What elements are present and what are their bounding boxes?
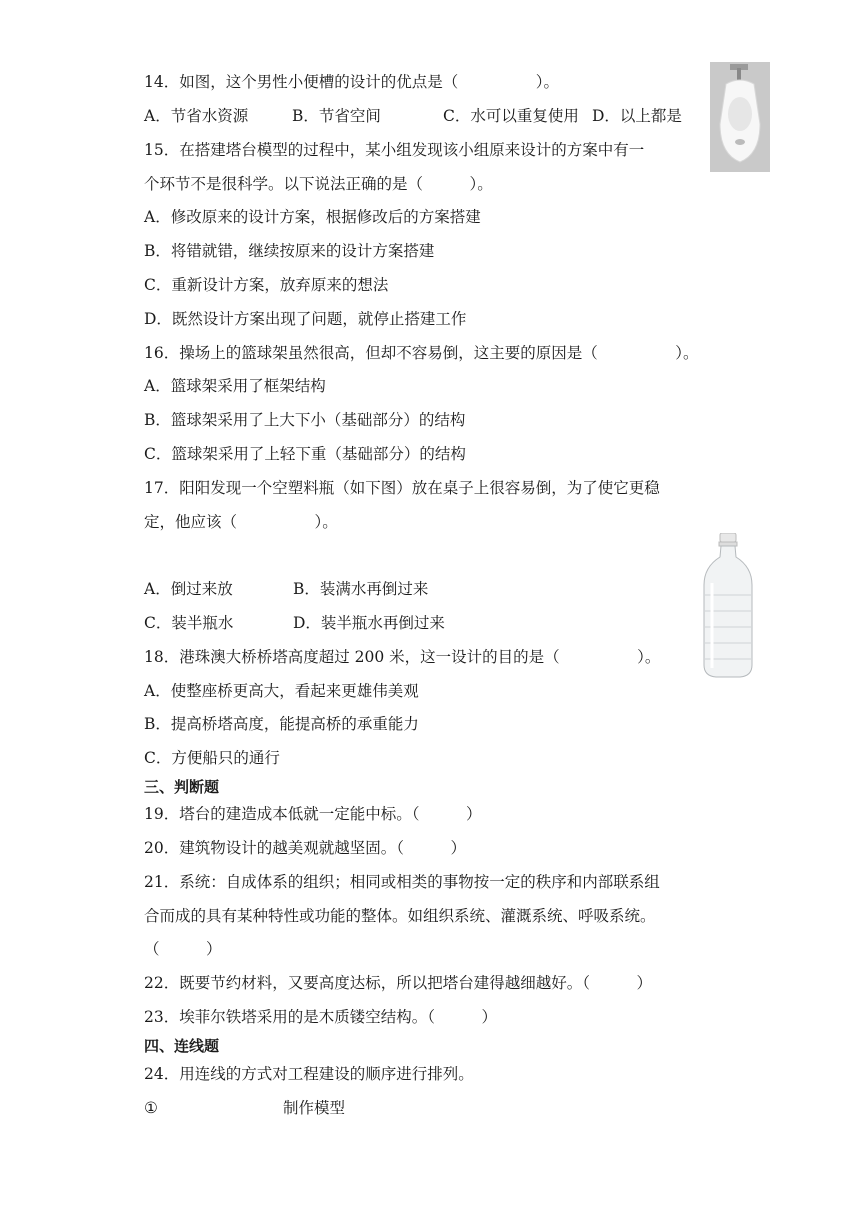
q17-option-b: B．装满水再倒过来	[293, 580, 429, 598]
plastic-bottle-image	[700, 533, 756, 678]
q17-stem-line1: 17．阳阳发现一个空塑料瓶（如下图）放在桌子上很容易倒，为了使它更稳	[144, 479, 660, 497]
q16-stem: 16．操场上的篮球架虽然很高，但却不容易倒，这主要的原因是（ ）。	[144, 344, 699, 362]
q23-text: 23．埃菲尔铁塔采用的是木质镂空结构。（ ）	[144, 1008, 497, 1026]
q21-line1: 21．系统：自成体系的组织；相同或相类的事物按一定的秩序和内部联系组	[144, 873, 660, 891]
q24-stem: 24．用连线的方式对工程建设的顺序进行排列。	[144, 1065, 474, 1083]
q15-stem-line1: 15．在搭建塔台模型的过程中，某小组发现该小组原来设计的方案中有一	[144, 141, 645, 159]
section-heading-judgement: 三、判断题	[144, 778, 220, 796]
q21-line3: （ ）	[144, 940, 222, 958]
q15-stem-line2: 个环节不是很科学。以下说法正确的是（ ）。	[144, 175, 493, 193]
q14-stem: 14．如图，这个男性小便槽的设计的优点是（ ）。	[144, 73, 559, 91]
q14-option-b: B．节省空间	[292, 107, 381, 125]
q18-option-a: A．使整座桥更高大，看起来更雄伟美观	[144, 682, 419, 700]
q24-item-text: 制作模型	[283, 1099, 346, 1117]
q16-option-b: B．篮球架采用了上大下小（基础部分）的结构	[144, 411, 466, 429]
q16-option-c: C．篮球架采用了上轻下重（基础部分）的结构	[144, 445, 466, 463]
section-heading-matching: 四、连线题	[144, 1037, 220, 1055]
q14-option-c: C．水可以重复使用	[443, 107, 579, 125]
q17-stem-line2: 定，他应该（ ）。	[144, 513, 338, 531]
q17-option-d: D．装半瓶水再倒过来	[293, 614, 445, 632]
q17-option-a: A．倒过来放	[144, 580, 233, 598]
q18-option-c: C．方便船只的通行	[144, 749, 280, 767]
q15-option-b: B．将错就错，继续按原来的设计方案搭建	[144, 242, 435, 260]
q22-text: 22．既要节约材料，又要高度达标，所以把塔台建得越细越好。（ ）	[144, 974, 652, 992]
q20-text: 20．建筑物设计的越美观就越坚固。（ ）	[144, 839, 466, 857]
q24-item-number: ①	[144, 1099, 158, 1117]
q21-line2: 合而成的具有某种特性或功能的整体。如组织系统、灌溉系统、呼吸系统。	[144, 907, 656, 925]
q17-option-c: C．装半瓶水	[144, 614, 234, 632]
q16-option-a: A．篮球架采用了框架结构	[144, 377, 326, 395]
q14-option-a: A．节省水资源	[144, 107, 249, 125]
q14-option-d: D．以上都是	[592, 107, 682, 125]
q18-stem: 18．港珠澳大桥桥塔高度超过 200 米，这一设计的目的是（ ）。	[144, 648, 661, 666]
q19-text: 19．塔台的建造成本低就一定能中标。（ ）	[144, 805, 482, 823]
q15-option-d: D．既然设计方案出现了问题，就停止搭建工作	[144, 310, 467, 328]
q15-option-a: A．修改原来的设计方案，根据修改后的方案搭建	[144, 208, 481, 226]
q15-option-c: C．重新设计方案，放弃原来的想法	[144, 276, 389, 294]
q18-option-b: B．提高桥塔高度，能提高桥的承重能力	[144, 715, 419, 733]
urinal-image	[710, 62, 770, 172]
